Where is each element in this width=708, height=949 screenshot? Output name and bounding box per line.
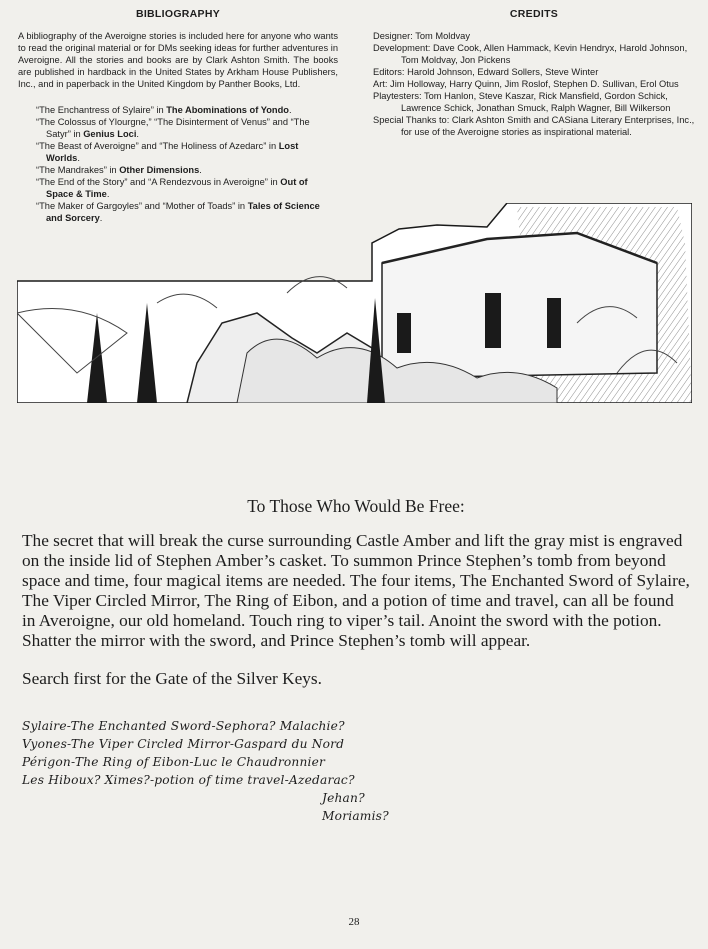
credit-line: Editors: Harold Johnson, Edward Sollers, Steve Winter xyxy=(373,67,599,77)
credit-line: Designer: Tom Moldvay xyxy=(373,31,470,41)
credit-line: Art: Jim Holloway, Harry Quinn, Jim Roslof, Stephen D. Sullivan, Erol Otus xyxy=(373,79,679,89)
credit-line: Playtesters: Tom Hanlon, Steve Kaszar, Rick Mansfield, Gordon Schick, Lawrence Schick, Jonathan Smuck, Ralph Wagner, Bill Wilkerson xyxy=(373,91,671,113)
note-line: Périgon-The Ring of Eibon-Luc le Chaudronnier xyxy=(22,755,326,769)
bibliography-entry: “The Maker of Gargoyles” and “Mother of Toads” in Tales of Science and Sorcery. xyxy=(36,201,320,223)
book-title: Lost Worlds xyxy=(46,141,299,163)
book-title: The Abominations of Yondo xyxy=(166,105,289,115)
book-title: Genius Loci xyxy=(83,129,137,139)
book-title: Tales of Science and Sorcery xyxy=(46,201,320,223)
handout-title: To Those Who Would Be Free: xyxy=(247,496,465,516)
credit-line: Special Thanks to: Clark Ashton Smith and CASiana Literary Enterprises, Inc., for use of the Averoigne stories as inspirational material. xyxy=(373,115,695,137)
credit-line: Development: Dave Cook, Allen Hammack, Kevin Hendryx, Harold Johnson, Tom Moldvay, Jon Pickens xyxy=(373,43,688,65)
player-handout xyxy=(22,496,690,825)
credits-section xyxy=(373,8,695,138)
page-number: 28 xyxy=(348,916,360,928)
handout-body: The secret that will break the curse surrounding Castle Amber and lift the gray mist is engraved on the inside lid of Stephen Amber’s casket. To summon Prince Stephen’s tomb from beyond space and time, four magical items are needed. The four items, The Enchanted Sword of Sylaire, The Viper Circled Mirror, The Ring of Eibon, and a potion of time and travel, can all be found in Averoigne, our old homeland. Touch ring to viper’s tail. Anoint the sword with the potion. Shatter the mirror with the sword, and Prince Stephen’s tomb will appear. xyxy=(22,531,690,650)
handout-search-line: Search first for the Gate of the Silver Keys. xyxy=(22,669,322,688)
book-title: Other Dimensions xyxy=(119,165,200,175)
bibliography-section xyxy=(18,8,338,224)
handwritten-notes xyxy=(22,717,690,825)
bibliography-entry: “The End of the Story” and “A Rendezvous in Averoigne” in Out of Space & Time. xyxy=(36,177,308,199)
note-line: Sylaire-The Enchanted Sword-Sephora? Malachie? xyxy=(22,719,345,733)
note-line: Les Hiboux? Ximes?-potion of time travel-Azedarac? xyxy=(22,773,355,787)
bibliography-heading: BIBLIOGRAPHY xyxy=(135,8,221,20)
note-line: Jehan? xyxy=(322,791,365,805)
bibliography-entry: “The Beast of Averoigne” and “The Holiness of Azedarc” in Lost Worlds. xyxy=(36,141,299,163)
note-line: Vyones-The Viper Circled Mirror-Gaspard du Nord xyxy=(22,737,345,751)
bibliography-entry: “The Mandrakes” in Other Dimensions. xyxy=(36,165,202,175)
book-title: Out of Space & Time xyxy=(46,177,308,199)
bibliography-entry: “The Colossus of Ylourgne,” “The Disinterment of Venus” and “The Satyr” in Genius Loci. xyxy=(36,117,310,139)
ruined-tomb-illustration xyxy=(17,203,692,403)
bibliography-entry: “The Enchantress of Sylaire” in The Abominations of Yondo. xyxy=(36,105,292,115)
credits-heading: CREDITS xyxy=(509,8,559,20)
note-line: Moriamis? xyxy=(322,809,389,823)
bibliography-intro: A bibliography of the Averoigne stories is included here for anyone who wants to read the original material or for DMs seeking ideas for further adventures in Averoigne. All the stories and books are by Clark Ashton Smith. The books are published in hardback in the United States by Arkham House Publishers, Inc., and in paperback in the United Kingdom by Panther Books, Ltd. xyxy=(18,31,338,89)
